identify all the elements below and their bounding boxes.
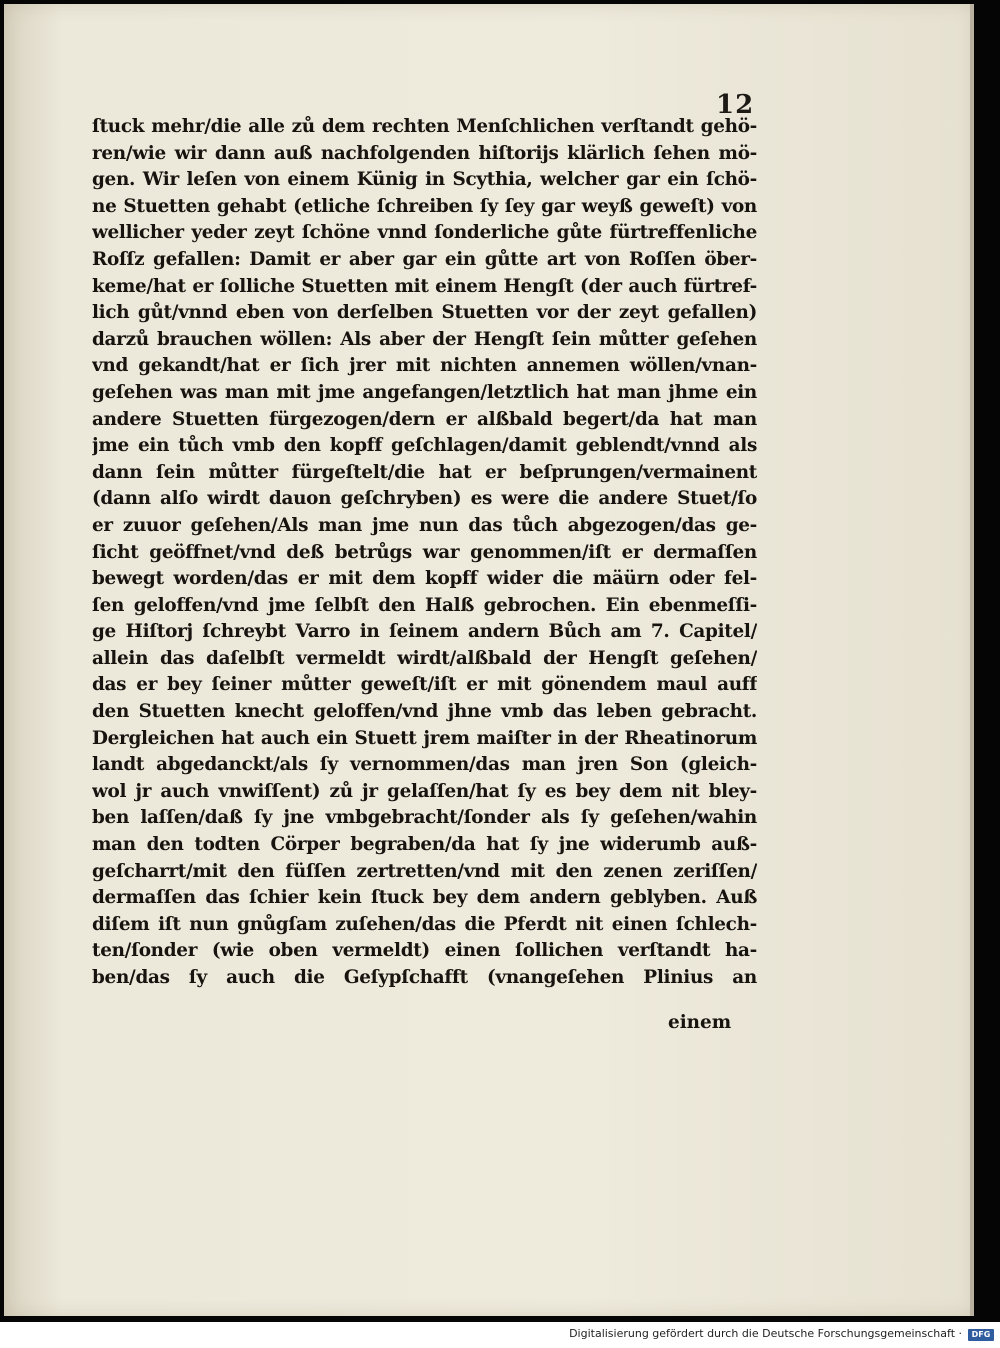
text-line: ſen geloffen/vnd jme ſelbſt den Halß gebrochen. Ein ebenmeſſi- bbox=[92, 594, 757, 616]
text-line: geſehen was man mit jme angefangen/letztlich hat man jhme ein bbox=[92, 381, 757, 403]
text-line: gen. Wir leſen von einem Künig in Scythia, welcher gar ein ſchö- bbox=[92, 169, 757, 191]
text-line: ne Stuetten gehabt (etliche ſchreiben ſy ſey gar weyß geweſt) von bbox=[92, 195, 757, 217]
footer-bar bbox=[0, 1322, 1000, 1348]
text-block bbox=[92, 114, 757, 992]
text-line: ge Hiſtorj ſchreybt Varro in ſeinem andern Bůch am 7. Capitel/ bbox=[92, 621, 757, 643]
text-line: ben/das ſy auch die Geſypſchafft (vnangeſehen Plinius an bbox=[92, 967, 757, 988]
text-line: andere Stuetten fürgezogen/dern er alßbald begert/da hat man bbox=[92, 408, 757, 430]
text-line: geſcharrt/mit den füſſen zertretten/vnd mit den zenen zeriſſen/ bbox=[92, 860, 757, 882]
text-line: dermaſſen das ſchier kein ſtuck bey dem andern geblyben. Auß bbox=[92, 887, 757, 909]
text-line: ſicht geöffnet/vnd deß betrůgs war genommen/iſt er dermaſſen bbox=[92, 541, 757, 563]
text-line: das er bey ſeiner můtter geweſt/iſt er mit gönendem maul auff bbox=[92, 674, 757, 696]
text-line: allein das daſelbſt vermeldt wirdt/alßbald der Hengſt geſehen/ bbox=[92, 647, 757, 669]
text-line: wol jr auch vnwiſſent) zů jr gelaſſen/hat ſy es bey dem nit bley- bbox=[92, 780, 757, 802]
text-line: ten/ſonder (wie oben vermeldt) einen ſollichen verſtandt ha- bbox=[92, 940, 757, 962]
text-line: ren/wie wir dann auß nachfolgenden hiſtorijs klärlich ſehen mö- bbox=[92, 142, 757, 164]
text-line: landt abgedanckt/als ſy vernommen/das man jren Son (gleich- bbox=[92, 754, 757, 776]
text-line: Roſſz gefallen: Damit er aber gar ein gůtte art von Roſſen öber- bbox=[92, 248, 757, 270]
text-line: den Stuetten knecht geloffen/vnd jhne vmb das leben gebracht. bbox=[92, 701, 757, 723]
text-line: vnd gekandt/hat er ſich jrer mit nichten annemen wöllen/vnan- bbox=[92, 355, 757, 377]
text-line: er zuuor geſehen/Als man jme nun das tůch abgezogen/das ge- bbox=[92, 514, 757, 536]
catchword: einem bbox=[668, 1012, 732, 1033]
text-line: keme/hat er ſolliche Stuetten mit einem Hengſt (der auch fürtref- bbox=[92, 275, 757, 297]
text-line: Dergleichen hat auch ein Stuett jrem maiſter in der Rheatinorum bbox=[92, 727, 757, 749]
text-line: man den todten Cörper begraben/da hat ſy jne widerumb auß- bbox=[92, 834, 757, 856]
text-line: diſem iſt nun gnůgſam zuſehen/das die Pferdt nit einen ſchlech- bbox=[92, 913, 757, 935]
text-line: ben laſſen/daß ſy jne vmbgebracht/ſonder als ſy geſehen/wahin bbox=[92, 807, 757, 829]
page-edge bbox=[970, 4, 974, 1316]
text-line: (dann alſo wirdt dauon geſchryben) es were die andere Stuet/ſo bbox=[92, 488, 757, 510]
funding-credit: Digitalisierung gefördert durch die Deutsche Forschungsgemeinschaft · bbox=[569, 1327, 962, 1340]
book-page bbox=[4, 4, 974, 1316]
text-line: wellicher yeder zeyt ſchöne vnnd ſonderliche gůte fürtreffenliche bbox=[92, 222, 757, 244]
text-line: dann ſein můtter fürgeſtelt/die hat er beſprungen/vermainent bbox=[92, 461, 757, 483]
page-number: 12 bbox=[716, 90, 755, 120]
text-line: jme ein tůch vmb den kopff geſchlagen/damit geblendt/vnnd als bbox=[92, 435, 757, 457]
text-line: lich gůt/vnnd eben von derſelben Stuetten vor der zeyt gefallen) bbox=[92, 302, 757, 324]
text-line: ſtuck mehr/die alle zů dem rechten Menſchlichen verſtandt gehö- bbox=[92, 116, 757, 137]
text-line: bewegt worden/das er mit dem kopff wider die mäürn oder fel- bbox=[92, 568, 757, 590]
text-line: darzů brauchen wöllen: Als aber der Hengſt ſein můtter geſehen bbox=[92, 328, 757, 350]
dfg-logo: DFG bbox=[968, 1329, 994, 1341]
